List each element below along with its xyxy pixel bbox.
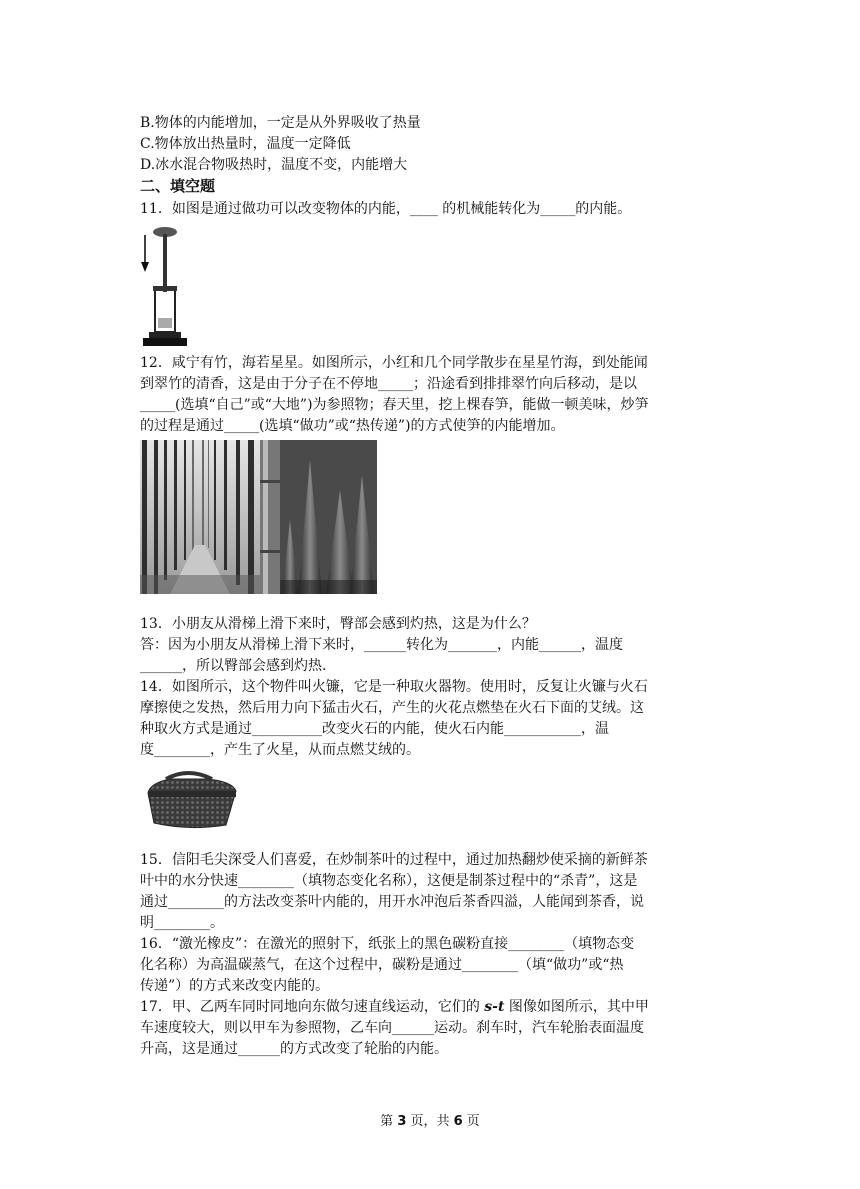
- option-c: C.物体放出热量时，温度一定降低: [140, 136, 351, 152]
- section-title: 二、填空题: [140, 177, 216, 195]
- q15-line-2: 叶中的水分快速________（填物态变化名称），这便是制茶过程中的“杀青”，这是: [140, 873, 638, 889]
- footer-mid: 页，共: [406, 1114, 454, 1129]
- footer-total-pages: 6: [453, 1114, 463, 1129]
- fire-striker-figure: [140, 765, 240, 835]
- q15-line-1: 15．信阳毛尖深受人们喜爱，在炒制茶叶的过程中，通过加热翻炒使采摘的新鲜茶: [140, 852, 648, 868]
- q15-line-4: 明________。: [140, 915, 224, 931]
- option-b: B.物体的内能增加，一定是从外界吸收了热量: [140, 115, 421, 131]
- q17-st-label: s-t: [484, 999, 505, 1015]
- q14-line-3: 种取火方式是通过__________改变火石的内能，使火石内能___________，温: [140, 721, 609, 737]
- q16-line-1: 16．“激光橡皮”：在激光的照射下，纸张上的黑色碳粉直接________（填物态变: [140, 936, 635, 952]
- q17-line-1-b: 图像如图所示，其中甲: [504, 999, 649, 1015]
- option-d: D.冰水混合物吸热时，温度不变，内能增大: [140, 157, 408, 173]
- q14-line-2: 摩擦使之发热，然后用力向下猛击火石，产生的火花点燃垫在火石下面的艾绒。这: [140, 700, 644, 716]
- q13-line-3: ______，所以臀部会感到灼热.: [140, 658, 327, 674]
- page-footer: [0, 1113, 860, 1131]
- footer-post: 页: [462, 1114, 480, 1129]
- q17-line-3: 升高，这是通过______的方式改变了轮胎的内能。: [140, 1041, 448, 1057]
- q11-line-1: 11．如图是通过做功可以改变物体的内能，____ 的机械能转化为_____的内能。: [140, 201, 632, 217]
- bamboo-photo: [140, 440, 377, 594]
- q15-line-3: 通过________的方法改变茶叶内能的，用开水冲泡后茶香四溢，人能闻到茶香，说: [140, 894, 644, 910]
- q16-line-3: 传递”）的方式来改变内能的。: [140, 978, 330, 994]
- q17-line-1-a: 17．甲、乙两车同时同地向东做匀速直线运动，它们的: [140, 999, 485, 1015]
- q17-line-2: 车速度较大，则以甲车为参照物，乙车向______运动。刹车时，汽车轮胎表面温度: [140, 1020, 644, 1036]
- q12-line-1: 12．咸宁有竹，海若星星。如图所示，小红和几个同学散步在星星竹海，到处能闻: [140, 355, 648, 371]
- q17-line-1: [140, 997, 649, 1017]
- q14-line-4: 度________，产生了火星，从而点燃艾绒的。: [140, 742, 420, 758]
- q13-line-2: 答：因为小朋友从滑梯上滑下来时，______转化为_______，内能______，温度: [140, 637, 623, 653]
- q12-line-2: 到翠竹的清香，这是由于分子在不停地_____；沿途看到排排翠竹向后移动，是以: [140, 376, 637, 392]
- q16-line-2: 化名称）为高温碳蒸气，在这个过程中，碳粉是通过________（填“做功”或“热: [140, 957, 624, 973]
- footer-page-number: 3: [397, 1114, 407, 1129]
- fire-syringe-figure: [139, 220, 189, 350]
- q12-line-3: _____(选填“自己”或“大地”)为参照物；春天里，挖上棵春笋，能做一顿美味，炒笋: [140, 397, 649, 413]
- q14-line-1: 14．如图所示，这个物件叫火镰，它是一种取火器物。使用时，反复让火镰与火石: [140, 679, 648, 695]
- q12-line-4: 的过程是通过_____(选填“做功”或“热传递”)的方式使笋的内能增加。: [140, 418, 565, 434]
- q13-line-1: 13．小朋友从滑梯上滑下来时，臀部会感到灼热，这是为什么？: [140, 616, 536, 632]
- footer-pre: 第: [380, 1114, 398, 1129]
